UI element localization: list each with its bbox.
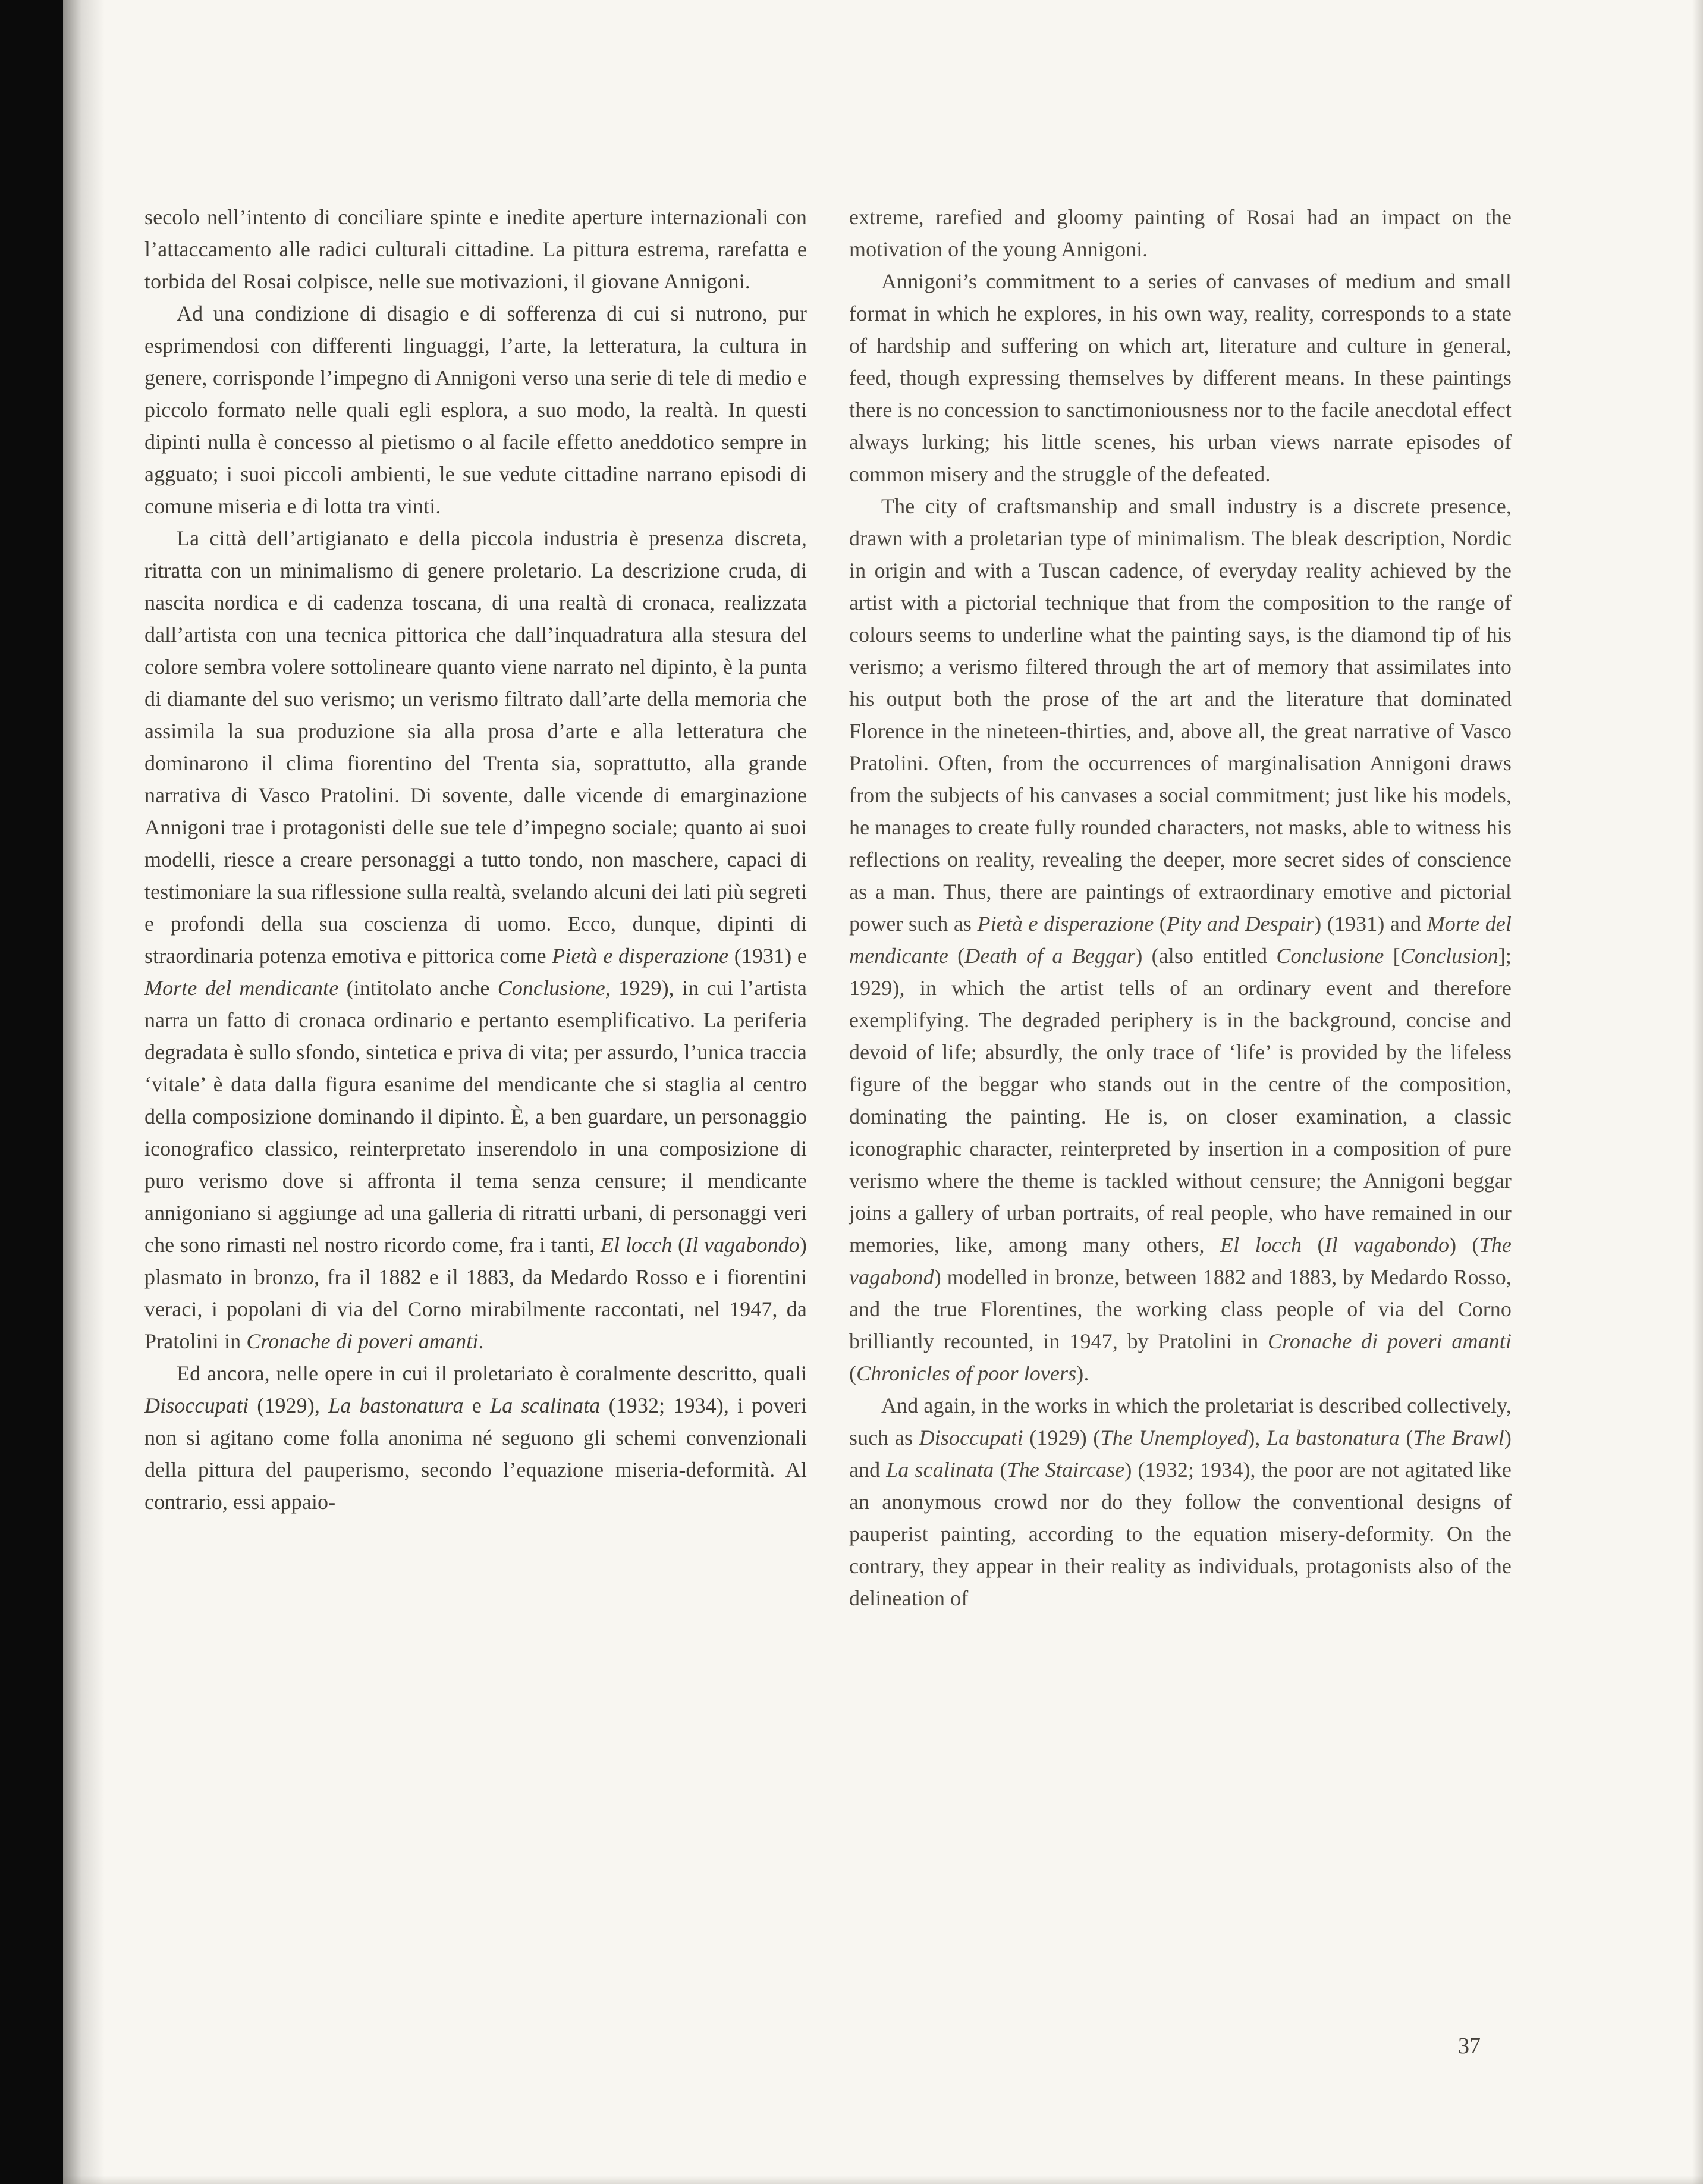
paragraph: Ed ancora, nelle opere in cui il proletariato è coralmente descritto, quali Disoccupati (1929), La bastonatura e La scalinata (1932; 1934), i poveri non si agitano come folla anonima né seguono gli schemi convenzionali della pittura del pauperismo, secondo l’equazione miseria-deformità. Al contrario, essi appaio- xyxy=(144,1361,807,1514)
page-edge-bottom-shadow xyxy=(63,2176,1703,2184)
work-title: La scalinata xyxy=(490,1394,601,1417)
work-title: El locch xyxy=(601,1233,673,1257)
paragraph: extreme, rarefied and gloomy painting of Rosai had an impact on the motivation of the young Annigoni. xyxy=(849,205,1512,261)
work-title: Morte del mendicante xyxy=(849,912,1512,968)
work-title: La bastonatura xyxy=(328,1394,464,1417)
work-title: Disoccupati xyxy=(144,1394,249,1417)
paragraph: Ad una condizione di disagio e di sofferenza di cui si nutrono, pur esprimendosi con differenti linguaggi, l’arte, la letteratura, la cultura in genere, corrisponde l’impegno di Annigoni verso una serie di tele di medio e piccolo formato nelle quali egli esplora, a suo modo, la realtà. In questi dipinti nulla è concesso al pietismo o al facile effetto aneddotico sempre in agguato; i suoi piccoli ambienti, le sue vedute cittadine narrano episodi di comune miseria e di lotta tra vinti. xyxy=(144,302,807,518)
work-title: Death of a Beggar xyxy=(964,944,1136,968)
paragraph: And again, in the works in which the proletariat is described collectively, such as Disoccupati (1929) (The Unemployed), La bastonatura (The Brawl) and La scalinata (The Staircase) (1932; 1934), the poor are not agitated like an anonymous crowd nor do they follow the conventional designs of pauperist painting, according to the equation misery-deformity. On the contrary, they appear in their reality as individuals, protagonists also of the delineation of xyxy=(849,1394,1512,1610)
page-number: 37 xyxy=(1458,2034,1481,2059)
work-title: El locch xyxy=(1220,1233,1302,1257)
work-title: La scalinata xyxy=(886,1458,994,1482)
book-gutter-shadow xyxy=(0,0,63,2184)
work-title: Cronache di poveri amanti xyxy=(246,1329,479,1353)
work-title: Pity and Despair xyxy=(1166,912,1315,936)
work-title: Cronache di poveri amanti xyxy=(1268,1329,1512,1353)
paragraph: La città dell’artigianato e della piccola industria è presenza discreta, ritratta con un minimalismo di genere proletario. La descrizione cruda, di nascita nordica e di cadenza toscana, di una realtà di cronaca, realizzata dall’artista con una tecnica pittorica che dall’inquadratura alla stesura del colore sembra volere sottolineare quanto viene narrato nel dipinto, è la punta di diamante del suo verismo; un verismo filtrato dall’arte della memoria che assimila la sua produzione sia alla prosa d’arte e alla letteratura che dominarono il clima fiorentino del Trenta sia, soprattutto, alla grande narrativa di Vasco Pratolini. Di sovente, dalle vicende di emarginazione Annigoni trae i protagonisti delle sue tele d’impegno sociale; quanto ai suoi modelli, riesce a creare personaggi a tutto tondo, non maschere, capaci di testimoniare la sua riflessione sulla realtà, svelando alcuni dei lati più segreti e profondi della sua coscienza di uomo. Ecco, dunque, dipinti di straordinaria potenza emotiva e pittorica come Pietà e disperazione (1931) e Morte del mendicante (intitolato anche Conclusione, 1929), in cui l’artista narra un fatto di cronaca ordinario e pertanto esemplificativo. La periferia degradata è sullo sfondo, sintetica e priva di vita; per assurdo, l’unica traccia ‘vitale’ è data dalla figura esanime del mendicante che si staglia al centro della composizione dominando il dipinto. È, a ben guardare, un personaggio iconografico classico, reinterpretato inserendolo in una composizione di puro verismo dove si affronta il tema senza censure; il mendicante annigoniano si aggiunge ad una galleria di ritratti urbani, di personaggi veri che sono rimasti nel nostro ricordo come, fra i tanti, El locch (Il vagabondo) plasmato in bronzo, fra il 1882 e il 1883, da Medardo Rosso e i fiorentini veraci, i popolani di via del Corno mirabilmente raccontati, nel 1947, da Pratolini in Cronache di poveri amanti. xyxy=(144,526,807,1353)
italian-text-column xyxy=(144,201,807,1518)
gutter-fade-shadow xyxy=(63,0,105,2184)
work-title: Conclusion xyxy=(1400,944,1498,968)
work-title: Conclusione xyxy=(497,976,605,1000)
work-title: Il vagabondo xyxy=(1324,1233,1450,1257)
work-title: The Brawl xyxy=(1413,1426,1504,1449)
work-title: La bastonatura xyxy=(1267,1426,1400,1449)
work-title: Morte del mendicante xyxy=(144,976,339,1000)
work-title: Pietà e disperazione xyxy=(552,944,729,968)
paragraph: Annigoni’s commitment to a series of canvases of medium and small format in which he explores, in his own way, reality, corresponds to a state of hardship and suffering on which art, literature and culture in general, feed, though expressing themselves by different means. In these paintings there is no concession to sanctimoniousness nor to the facile anecdotal effect always lurking; his little scenes, his urban views narrate episodes of common misery and the struggle of the defeated. xyxy=(849,269,1512,486)
english-text-column xyxy=(849,201,1512,1614)
page-edge-right-shadow xyxy=(1692,0,1703,2184)
work-title: Chronicles of poor lovers xyxy=(856,1361,1077,1385)
work-title: The Unemployed xyxy=(1100,1426,1248,1449)
work-title: The vagabond xyxy=(849,1233,1512,1289)
work-title: The Staircase xyxy=(1007,1458,1125,1482)
work-title: Pietà e disperazione xyxy=(977,912,1154,936)
paragraph: secolo nell’intento di conciliare spinte e inedite aperture internazionali con l’attaccamento alle radici culturali cittadine. La pittura estrema, rarefatta e torbida del Rosai colpisce, nelle sue motivazioni, il giovane Annigoni. xyxy=(144,205,807,293)
paragraph: The city of craftsmanship and small industry is a discrete presence, drawn with a proletarian type of minimalism. The bleak description, Nordic in origin and with a Tuscan cadence, of everyday reality achieved by the artist with a pictorial technique that from the composition to the range of colours seems to underline what the painting says, is the diamond tip of his verismo; a verismo filtered through the art of memory that assimilates into his output both the prose of the art and the literature that dominated Florence in the nineteen-thirties, and, above all, the great narrative of Vasco Pratolini. Often, from the occurrences of marginalisation Annigoni draws from the subjects of his canvases a social commitment; just like his models, he manages to create fully rounded characters, not masks, able to witness his reflections on reality, revealing the deeper, more secret sides of conscience as a man. Thus, there are paintings of extraordinary emotive and pictorial power such as Pietà e disperazione (Pity and Despair) (1931) and Morte del mendicante (Death of a Beggar) (also entitled Conclusione [Conclusion]; 1929), in which the artist tells of an ordinary event and therefore exemplifying. The degraded periphery is in the background, concise and devoid of life; absurdly, the only trace of ‘life’ is provided by the lifeless figure of the beggar who stands out in the centre of the composition, dominating the painting. He is, on closer examination, a classic iconographic character, reinterpreted by insertion in a composition of pure verismo where the theme is tackled without censure; the Annigoni beggar joins a gallery of urban portraits, of real people, who have remained in our memories, like, among many others, El locch (Il vagabondo) (The vagabond) modelled in bronze, between 1882 and 1883, by Medardo Rosso, and the true Florentines, the working class people of via del Corno brilliantly recounted, in 1947, by Pratolini in Cronache di poveri amanti (Chronicles of poor lovers). xyxy=(849,494,1512,1385)
work-title: Conclusione xyxy=(1276,944,1384,968)
work-title: Il vagabondo xyxy=(685,1233,800,1257)
work-title: Disoccupati xyxy=(919,1426,1023,1449)
